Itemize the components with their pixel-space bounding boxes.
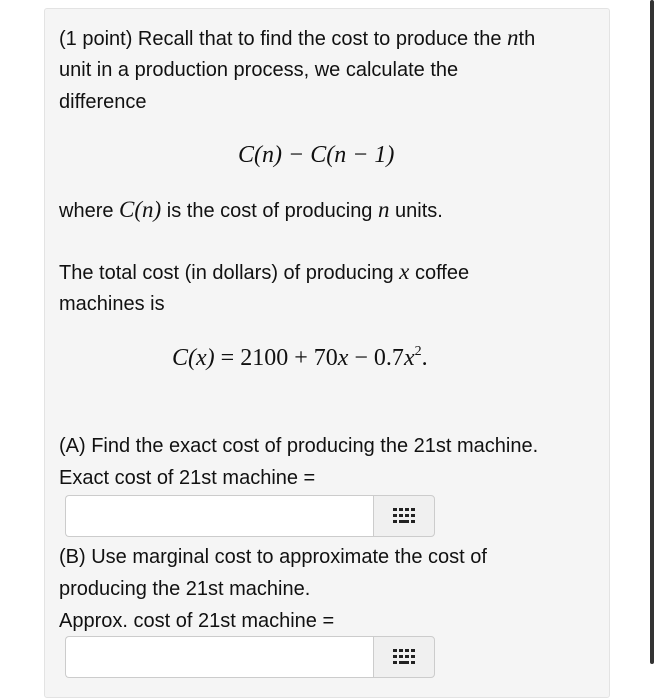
scrollbar-thumb[interactable] <box>650 0 654 664</box>
intro-line-3: difference <box>59 91 147 113</box>
part-a-answer-input[interactable] <box>65 495 373 537</box>
where-line: where C(n) is the cost of producing n units. <box>59 197 443 222</box>
difference-formula: C(n) − C(n − 1) <box>238 142 395 168</box>
keypad-grid-icon <box>393 649 415 665</box>
var-n: n <box>507 25 519 50</box>
part-b-keypad-button[interactable] <box>373 636 435 678</box>
intro-line-1: (1 point) Recall that to find the cost to produce the nth <box>59 25 536 50</box>
cost-function-formula: $C(x) = 2100 + 70x - 0.7x^2$. <box>172 344 428 371</box>
intro-line-2: unit in a production process, we calculate the <box>59 59 459 81</box>
keypad-grid-icon <box>393 508 415 524</box>
part-a-answer-group <box>65 495 435 537</box>
part-a-keypad-button[interactable] <box>373 495 435 537</box>
part-b-question-line-1: (B) Use marginal cost to approximate the cost of <box>59 546 487 568</box>
part-a-label: Exact cost of 21st machine = <box>59 467 316 489</box>
part-b-question-line-2: producing the 21st machine. <box>59 578 311 600</box>
part-a-question: (A) Find the exact cost of producing the 21st machine. <box>59 435 539 457</box>
scrollbar-track[interactable] <box>650 0 656 700</box>
part-b-label: Approx. cost of 21st machine = <box>59 610 335 632</box>
part-b-answer-group <box>65 636 435 678</box>
total-cost-line-1: The total cost (in dollars) of producing x coffee <box>59 259 470 284</box>
total-cost-line-2: machines is <box>59 293 165 315</box>
part-b-answer-input[interactable] <box>65 636 373 678</box>
